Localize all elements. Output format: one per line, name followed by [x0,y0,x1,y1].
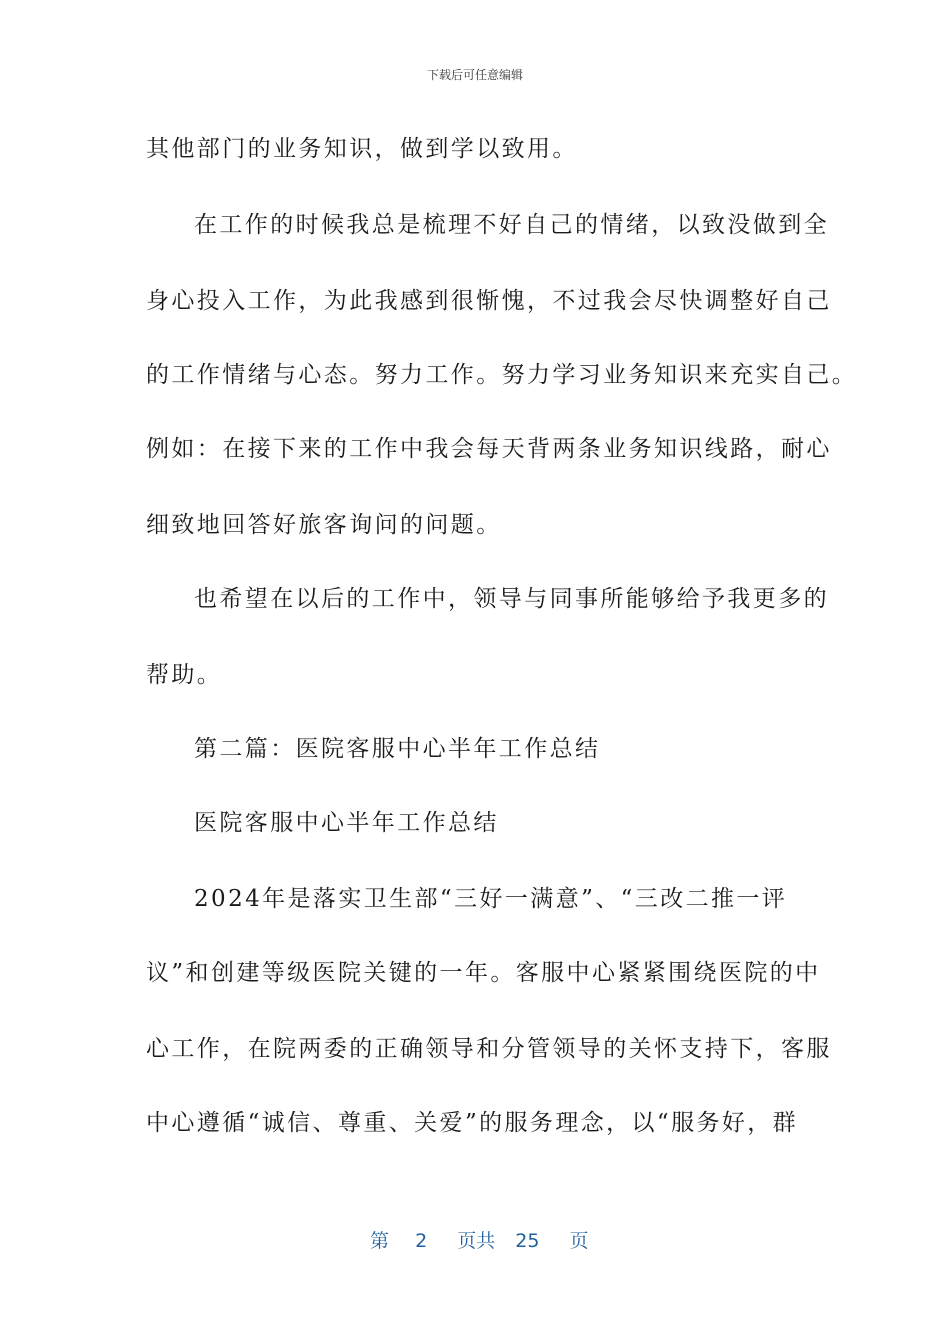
body-line: 议”和创建等级医院关键的一年。客服中心紧紧围绕医院的中 [146,960,821,986]
footer-middle: 页共 [457,1230,496,1252]
body-line: 身心投入工作，为此我感到很惭愧，不过我会尽快调整好自己 [146,288,832,314]
body-line: 其他部门的业务知识，做到学以致用。 [146,136,578,162]
body-line: 在工作的时候我总是梳理不好自己的情绪，以致没做到全 [194,212,829,238]
section-title: 第二篇：医院客服中心半年工作总结 [194,736,601,762]
body-line: 例如：在接下来的工作中我会每天背两条业务知识线路，耐心 [146,436,832,462]
section-subtitle: 医院客服中心半年工作总结 [194,810,499,836]
footer-suffix: 页 [569,1230,589,1252]
body-line: 的工作情绪与心态。努力工作。努力学习业务知识来充实自己。 [146,362,858,388]
footer-total-pages: 25 [515,1230,540,1252]
footer-prefix: 第 [370,1230,390,1252]
footer-current-page: 2 [415,1230,428,1252]
body-line: 2024年是落实卫生部“三好一满意”、“三改二推一评 [194,886,788,912]
body-line: 帮助。 [146,662,223,688]
body-line: 也希望在以后的工作中，领导与同事所能够给予我更多的 [194,586,829,612]
body-line: 细致地回答好旅客询问的问题。 [146,512,502,538]
body-line: 中心遵循“诚信、尊重、关爱”的服务理念，以“服务好，群 [146,1110,799,1136]
body-line: 心工作，在院两委的正确领导和分管领导的关怀支持下，客服 [146,1036,832,1062]
page-header-note: 下载后可任意编辑 [426,68,523,82]
page-footer [370,1226,589,1253]
